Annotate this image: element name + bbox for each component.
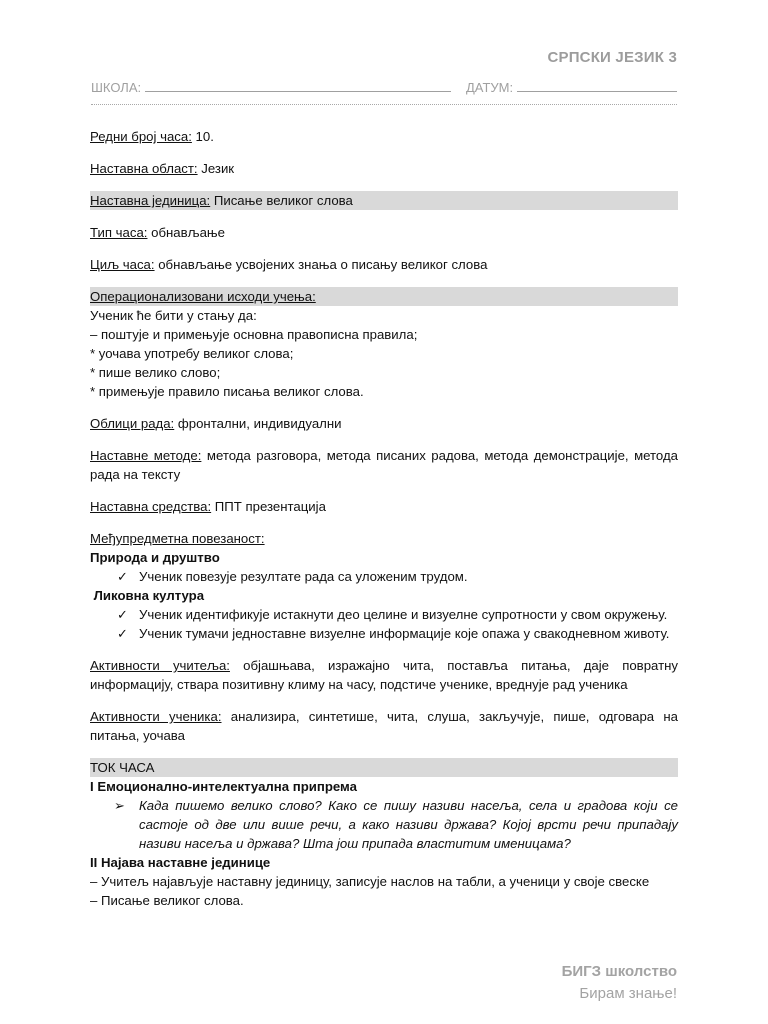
list-item: ✓ Ученик повезује резултате рада са уложеним трудом. xyxy=(117,569,468,584)
list-item: ✓ Ученик тумачи једноставне визуелне информације које опажа у свакодневном животу. xyxy=(117,626,670,641)
date-blank-line xyxy=(517,79,677,92)
check-icon: ✓ xyxy=(117,569,129,584)
check-icon: ✓ xyxy=(117,626,129,641)
lesson-goal: Циљ часа: обнављање усвојених знања о писању великог слова xyxy=(90,257,488,272)
school-date-line xyxy=(91,79,677,95)
date-label: ДАТУМ: xyxy=(466,80,514,95)
page-title: СРПСКИ ЈЕЗИК 3 xyxy=(547,49,677,66)
subject-art: Ликовна култура xyxy=(90,588,205,603)
outcomes-intro: Ученик ће бити у стању да: xyxy=(90,308,257,323)
subject-nature-society: Природа и друштво xyxy=(90,550,220,565)
arrow-bullet-icon: ➢ xyxy=(114,798,126,813)
teaching-area: Наставна област: Језик xyxy=(90,161,235,176)
work-forms: Облици рада: фронтални, индивидуални xyxy=(90,416,342,431)
teaching-unit: Наставна јединица: Писање великог слова xyxy=(90,191,678,210)
flow-part1-title: I Емоционално-интелектуална припрема xyxy=(90,779,357,794)
lesson-flow-heading: ТОК ЧАСА xyxy=(90,758,678,777)
flow-part2-line1: – Учитељ најављује наставну јединицу, записује наслов на табли, а ученици у своје свеске xyxy=(90,874,650,889)
header-divider xyxy=(91,104,677,105)
lesson-number: Редни број часа: 10. xyxy=(90,129,214,144)
lesson-plan xyxy=(90,127,678,910)
outcome-item: * примењује правило писања великог слова. xyxy=(90,384,364,399)
outcome-item: – поштује и примењује основна правописна правила; xyxy=(90,327,418,342)
list-item: ✓ Ученик идентификује истакнути део целине и визуелне супротности у свом окружењу. xyxy=(117,607,668,622)
flow-part1-text: ➢ Када пишемо велико слово? Како се пишу називи насеља, села и градова који се састоје од две или више речи, а како називи држава? Којој врсти речи припадају називи насеља и држава? Шта још припада властитим именицама? xyxy=(114,798,678,851)
teaching-methods: Наставне методе: метода разговора, метода писаних радова, метода демонстрације, метода рада на тексту xyxy=(90,448,679,482)
teacher-activities: Активности учитеља: објашњава, изражајно чита, поставља питања, даје повратну информацију, ствара позитивну климу на часу, подстиче ученике, вреднује рад ученика xyxy=(90,658,678,692)
subject2-list xyxy=(90,605,678,643)
footer-brand: БИГЗ школство xyxy=(561,963,677,980)
flow-part2-line2: – Писање великог слова. xyxy=(90,893,244,908)
teaching-means: Наставна средства: ППТ презентација xyxy=(90,499,326,514)
outcome-item: * пише велико слово; xyxy=(90,365,221,380)
flow-part2-title: II Најава наставне јединице xyxy=(90,855,271,870)
student-activities: Активности ученика: анализира, синтетише, чита, слуша, закључује, пише, одговара на питања, уочава xyxy=(90,709,678,743)
footer-slogan: Бирам знање! xyxy=(579,985,677,1002)
check-icon: ✓ xyxy=(117,607,129,622)
cross-curricular-heading: Међупредметна повезаност: xyxy=(90,531,265,546)
lesson-type: Тип часа: обнављање xyxy=(90,225,225,240)
subject1-list xyxy=(90,567,678,586)
outcomes-heading: Операционализовани исходи учења: xyxy=(90,287,678,306)
school-label: ШКОЛА: xyxy=(91,80,142,95)
outcome-item: * уочава употребу великог слова; xyxy=(90,346,294,361)
school-blank-line xyxy=(145,79,451,92)
